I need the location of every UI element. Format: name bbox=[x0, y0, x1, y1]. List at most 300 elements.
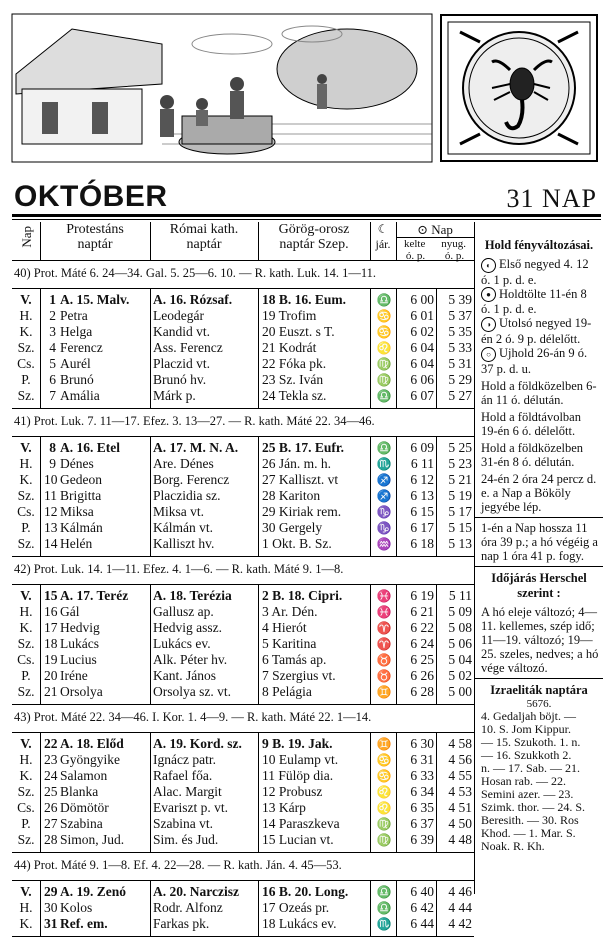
divider bbox=[12, 219, 601, 220]
divider bbox=[475, 566, 603, 567]
sunrise: 6 22 bbox=[410, 620, 434, 635]
greek-name: 14 Paraszkeva bbox=[262, 816, 340, 831]
protestant-name: Kálmán bbox=[60, 520, 103, 535]
day-number: 26 bbox=[44, 800, 58, 815]
roman-name: Ass. Ferencz bbox=[153, 340, 223, 355]
zodiac-sign: ♑ bbox=[376, 505, 392, 519]
day-number: 22 bbox=[44, 736, 58, 751]
day-number: 10 bbox=[44, 472, 58, 487]
sunrise: 6 35 bbox=[410, 800, 434, 815]
sunset: 4 55 bbox=[448, 768, 472, 783]
greek-name: 6 Tamás ap. bbox=[262, 652, 327, 667]
zodiac-sign: ♐ bbox=[376, 489, 392, 503]
day-number: 12 bbox=[44, 504, 58, 519]
greek-name: 19 Trofim bbox=[262, 308, 317, 323]
gospel-reference: 40) Prot. Máté 6. 24—34. Gal. 5. 25—6. 10. — R. kath. Luk. 14. 1—11. bbox=[14, 266, 377, 280]
zodiac-sign: ♋ bbox=[376, 753, 392, 767]
protestant-name: Miksa bbox=[60, 504, 94, 519]
greek-name: 27 Kalliszt. vt bbox=[262, 472, 339, 487]
greek-name: 21 Kodrát bbox=[262, 340, 317, 355]
weekday: Cs. bbox=[17, 652, 35, 667]
weekday: Sz. bbox=[17, 832, 35, 847]
table-row bbox=[12, 388, 474, 404]
zodiac-sign: ♓ bbox=[376, 589, 392, 603]
roman-name: Sim. és Jud. bbox=[153, 832, 219, 847]
divider bbox=[12, 556, 474, 557]
zodiac-sign: ♍ bbox=[376, 817, 392, 831]
divider bbox=[12, 852, 474, 853]
table-row bbox=[12, 884, 474, 900]
roman-name: Farkas pk. bbox=[153, 916, 210, 931]
sunset: 4 48 bbox=[448, 832, 472, 847]
weekday: V. bbox=[20, 440, 32, 455]
zodiac-sign: ♍ bbox=[376, 357, 392, 371]
protestant-name: Hedvig bbox=[60, 620, 100, 635]
zodiac-sign: ♌ bbox=[376, 801, 392, 815]
column-rule bbox=[150, 880, 151, 936]
jewish-year: 5676. bbox=[526, 697, 552, 710]
protestant-name: Dömötör bbox=[60, 800, 109, 815]
sunset: 5 23 bbox=[448, 456, 472, 471]
column-rule bbox=[396, 880, 397, 936]
new-moon-icon: ○ bbox=[481, 347, 496, 362]
sunrise: 6 33 bbox=[410, 768, 434, 783]
table-row bbox=[12, 456, 474, 472]
protestant-name: Helén bbox=[60, 536, 93, 551]
table-row bbox=[12, 684, 474, 700]
sunrise: 6 07 bbox=[410, 388, 434, 403]
greek-name: 28 Kariton bbox=[262, 488, 321, 503]
zodiac-sign: ♏ bbox=[376, 457, 392, 471]
weekday: Sz. bbox=[17, 388, 35, 403]
zodiac-sign: ♋ bbox=[376, 769, 392, 783]
table-row bbox=[12, 620, 474, 636]
greek-name: 25 B. 17. Eufr. bbox=[262, 440, 345, 455]
zodiac-sign: ♍ bbox=[376, 833, 392, 847]
column-rule bbox=[258, 880, 259, 936]
column-rule bbox=[258, 436, 259, 556]
calendar-table bbox=[12, 222, 474, 931]
table-row bbox=[12, 816, 474, 832]
greek-name: 18 Lukács ev. bbox=[262, 916, 337, 931]
divider bbox=[12, 288, 474, 289]
protestant-name: Szabina bbox=[60, 816, 103, 831]
jewish-calendar-line: Noak. R. Kh. bbox=[481, 838, 545, 853]
day-number: 2 bbox=[49, 308, 56, 323]
weekday: K. bbox=[19, 472, 33, 487]
column-rule bbox=[436, 880, 437, 936]
column-rule bbox=[258, 288, 259, 408]
moon-phases-title: Hold fényváltozásai. bbox=[484, 238, 594, 252]
protestant-name: Orsolya bbox=[60, 684, 103, 699]
table-row bbox=[12, 784, 474, 800]
roman-name: A. 18. Terézia bbox=[153, 588, 232, 603]
zodiac-sign: ♈ bbox=[376, 637, 392, 651]
sunrise: 6 04 bbox=[410, 356, 434, 371]
protestant-name: Lukács bbox=[60, 636, 99, 651]
protestant-name: A. 16. Etel bbox=[60, 440, 120, 455]
weekday: P. bbox=[21, 668, 31, 683]
day-number: 4 bbox=[49, 340, 56, 355]
jewish-calendar-line: n. — 17. Sab. — 21. bbox=[481, 760, 580, 775]
sunset: 4 44 bbox=[448, 900, 472, 915]
weekday: K. bbox=[19, 324, 33, 339]
roman-name: A. 16. Rózsaf. bbox=[153, 292, 233, 307]
column-rule bbox=[370, 584, 371, 704]
sunset: 5 31 bbox=[448, 356, 472, 371]
roman-name: Hedvig assz. bbox=[153, 620, 222, 635]
greek-name: 7 Szergius vt. bbox=[262, 668, 336, 683]
sunrise: 6 15 bbox=[410, 504, 434, 519]
gospel-reference: 42) Prot. Luk. 14. 1—11. Efez. 4. 1—6. — R. kath. Máté 9. 1—8. bbox=[14, 562, 344, 576]
table-row bbox=[12, 536, 474, 552]
table-row bbox=[12, 736, 474, 752]
sunrise: 6 18 bbox=[410, 536, 434, 551]
roman-name: A. 20. Narczisz bbox=[153, 884, 239, 899]
column-rule bbox=[258, 732, 259, 852]
sunrise: 6 11 bbox=[410, 456, 434, 471]
weekday: Sz. bbox=[17, 340, 35, 355]
gospel-reference: 41) Prot. Luk. 7. 11—17. Efez. 3. 13—27. — R. kath. Máté 22. 34—46. bbox=[14, 414, 375, 428]
header-greek: Görög-orosz naptár Szep. bbox=[258, 222, 371, 260]
divider bbox=[12, 214, 601, 217]
sunrise: 6 00 bbox=[410, 292, 434, 307]
sunset: 4 53 bbox=[448, 784, 472, 799]
day-number: 24 bbox=[44, 768, 58, 783]
gospel-reference: 43) Prot. Máté 22. 34—46. I. Kor. 1. 4—9. — R. kath. Máté 22. 1—14. bbox=[14, 710, 372, 724]
zodiac-sign: ♌ bbox=[376, 785, 392, 799]
zodiac-sign: ♋ bbox=[376, 309, 392, 323]
day-number: 3 bbox=[49, 324, 56, 339]
days-count: 31 NAP bbox=[506, 184, 597, 213]
weekday: H. bbox=[19, 308, 33, 323]
jewish-calendar-title: Izraeliták naptára bbox=[490, 682, 588, 697]
day-number: 6 bbox=[49, 372, 56, 387]
weekday: P. bbox=[21, 372, 31, 387]
weekday: K. bbox=[19, 620, 33, 635]
day-number: 19 bbox=[44, 652, 58, 667]
jewish-calendar-line: Hosan rab. — 22. bbox=[481, 773, 566, 788]
weekday: P. bbox=[21, 816, 31, 831]
divider bbox=[12, 408, 474, 409]
day-number: 21 bbox=[44, 684, 58, 699]
greek-name: 5 Karitina bbox=[262, 636, 317, 651]
table-row bbox=[12, 636, 474, 652]
weekday: Sz. bbox=[17, 784, 35, 799]
jewish-calendar-line: — 16. Szukkoth 2. bbox=[481, 747, 572, 762]
roman-name: Placzid vt. bbox=[153, 356, 210, 371]
day-number: 27 bbox=[44, 816, 58, 831]
roman-name: Rafael főa. bbox=[153, 768, 213, 783]
greek-name: 2 B. 18. Cipri. bbox=[262, 588, 343, 603]
roman-name: Kandid vt. bbox=[153, 324, 210, 339]
sunrise: 6 28 bbox=[410, 684, 434, 699]
weekday: V. bbox=[20, 884, 32, 899]
zodiac-sign: ♐ bbox=[376, 473, 392, 487]
zodiac-sign: ♓ bbox=[376, 605, 392, 619]
divider bbox=[475, 517, 603, 518]
greek-name: 26 Ján. m. h. bbox=[262, 456, 331, 471]
roman-name: Kalliszt hv. bbox=[153, 536, 215, 551]
weather-title: Időjárás Herschel szerint : bbox=[491, 570, 587, 600]
sunset: 5 39 bbox=[448, 292, 472, 307]
protestant-name: Gedeon bbox=[60, 472, 102, 487]
day-number: 1 bbox=[49, 292, 56, 307]
greek-name: 17 Ozeás pr. bbox=[262, 900, 330, 915]
table-row bbox=[12, 652, 474, 668]
divider bbox=[475, 678, 603, 679]
roman-name: Gallusz ap. bbox=[153, 604, 214, 619]
zodiac-sign: ♎ bbox=[376, 885, 392, 899]
table-row bbox=[12, 520, 474, 536]
roman-name: Szabina vt. bbox=[153, 816, 213, 831]
sunrise: 6 09 bbox=[410, 440, 434, 455]
jewish-calendar-line: 10. S. Jom Kippur. bbox=[481, 721, 572, 736]
sunset: 4 42 bbox=[448, 916, 472, 931]
greek-name: 4 Hierót bbox=[262, 620, 307, 635]
sunset: 5 02 bbox=[448, 668, 472, 683]
protestant-name: Kolos bbox=[60, 900, 93, 915]
roman-name: Evariszt p. vt. bbox=[153, 800, 228, 815]
sunrise: 6 26 bbox=[410, 668, 434, 683]
column-rule bbox=[258, 222, 259, 260]
protestant-name: Dénes bbox=[60, 456, 94, 471]
roman-name: Ignácz patr. bbox=[153, 752, 216, 767]
table-row bbox=[12, 800, 474, 816]
protestant-name: Brigitta bbox=[60, 488, 102, 503]
sunrise: 6 19 bbox=[410, 588, 434, 603]
column-rule bbox=[370, 732, 371, 852]
day-length-note: 1-én a Nap hossza 11 óra 39 p.; a hó végéig a nap 1 óra 41 p. fogy. bbox=[481, 520, 598, 563]
sunrise: 6 44 bbox=[410, 916, 434, 931]
protestant-name: A. 17. Teréz bbox=[60, 588, 129, 603]
table-row bbox=[12, 668, 474, 684]
roman-name: Márk p. bbox=[153, 388, 196, 403]
sunrise: 6 17 bbox=[410, 520, 434, 535]
column-rule bbox=[150, 222, 151, 260]
column-rule bbox=[370, 288, 371, 408]
zodiac-sign: ♎ bbox=[376, 441, 392, 455]
column-rule bbox=[40, 732, 41, 852]
roman-name: A. 17. M. N. A. bbox=[153, 440, 239, 455]
zodiac-sign: ♎ bbox=[376, 901, 392, 915]
sunset: 4 50 bbox=[448, 816, 472, 831]
sunrise: 6 34 bbox=[410, 784, 434, 799]
day-number: 17 bbox=[44, 620, 58, 635]
greek-name: 16 B. 20. Long. bbox=[262, 884, 349, 899]
roman-name: Alk. Péter hv. bbox=[153, 652, 228, 667]
moon-new: ○ Ujhold 26-án 9 ó. 37 p. d. u. bbox=[481, 345, 588, 376]
day-number: 16 bbox=[44, 604, 58, 619]
protestant-name: Iréne bbox=[60, 668, 88, 683]
weekday: Sz. bbox=[17, 536, 35, 551]
protestant-name: Brunó bbox=[60, 372, 94, 387]
sunset: 5 09 bbox=[448, 604, 472, 619]
table-row bbox=[12, 292, 474, 308]
table-row bbox=[12, 340, 474, 356]
table-row bbox=[12, 472, 474, 488]
roman-name: A. 19. Kord. sz. bbox=[153, 736, 242, 751]
moon-first-quarter: ◐ Első negyed 4. 12 ó. 1 p. d. e. bbox=[481, 257, 589, 287]
day-number: 13 bbox=[44, 520, 58, 535]
weekday: Sz. bbox=[17, 684, 35, 699]
divider bbox=[12, 880, 474, 881]
header-protestant: Protestáns naptár bbox=[40, 222, 151, 260]
protestant-name: Ref. em. bbox=[60, 916, 108, 931]
greek-name: 18 B. 16. Eum. bbox=[262, 292, 347, 307]
protestant-name: Lucius bbox=[60, 652, 97, 667]
table-row bbox=[12, 752, 474, 768]
protestant-name: Amália bbox=[60, 388, 100, 403]
sunrise: 6 40 bbox=[410, 884, 434, 899]
protestant-name: A. 19. Zenó bbox=[60, 884, 127, 899]
day-number: 7 bbox=[49, 388, 56, 403]
day-number: 8 bbox=[49, 440, 56, 455]
perigee-2: Hold a földközelben 31-én 8 ó. délután. bbox=[481, 440, 584, 469]
weekday: K. bbox=[19, 916, 33, 931]
column-rule bbox=[40, 436, 41, 556]
greek-name: 3 Ar. Dén. bbox=[262, 604, 318, 619]
sunrise: 6 42 bbox=[410, 900, 434, 915]
last-quarter-moon-icon: ◑ bbox=[481, 317, 496, 332]
roman-name: Borg. Ferencz bbox=[153, 472, 230, 487]
header-nap: Nap bbox=[12, 222, 41, 260]
protestant-name: Petra bbox=[60, 308, 88, 323]
column-rule bbox=[370, 436, 371, 556]
header-sun: ⊙ Nap kelte nyug. ó. p. ó. p. bbox=[396, 222, 474, 260]
sunset: 5 21 bbox=[448, 472, 472, 487]
greek-name: 20 Euszt. s T. bbox=[262, 324, 335, 339]
sunset: 5 04 bbox=[448, 652, 472, 667]
roman-name: Are. Dénes bbox=[153, 456, 214, 471]
column-rule bbox=[370, 880, 371, 936]
sunrise: 6 30 bbox=[410, 736, 434, 751]
day-number: 15 bbox=[44, 588, 58, 603]
roman-name: Orsolya sz. vt. bbox=[153, 684, 231, 699]
jewish-calendar-line: Semini azer. — 23. bbox=[481, 786, 574, 801]
roman-name: Lukács ev. bbox=[153, 636, 211, 651]
divider bbox=[12, 436, 474, 437]
day-number: 23 bbox=[44, 752, 58, 767]
sunset: 5 29 bbox=[448, 372, 472, 387]
greek-name: 23 Sz. Iván bbox=[262, 372, 324, 387]
weekday: V. bbox=[20, 736, 32, 751]
weekday: V. bbox=[20, 292, 32, 307]
table-row bbox=[12, 768, 474, 784]
table-row bbox=[12, 504, 474, 520]
column-rule bbox=[150, 732, 151, 852]
weekday: H. bbox=[19, 900, 33, 915]
protestant-name: Helga bbox=[60, 324, 93, 339]
sunset: 5 35 bbox=[448, 324, 472, 339]
column-rule bbox=[40, 880, 41, 936]
sunset: 4 56 bbox=[448, 752, 472, 767]
roman-name: Rodr. Alfonz bbox=[153, 900, 223, 915]
sunset: 5 06 bbox=[448, 636, 472, 651]
sunrise: 6 31 bbox=[410, 752, 434, 767]
day-number: 14 bbox=[44, 536, 58, 551]
roman-name: Kant. János bbox=[153, 668, 216, 683]
sunset: 5 25 bbox=[448, 440, 472, 455]
table-row bbox=[12, 308, 474, 324]
table-row bbox=[12, 488, 474, 504]
sunset: 5 19 bbox=[448, 488, 472, 503]
moon-symbol-icon: ☾ bbox=[377, 222, 389, 236]
column-rule bbox=[396, 288, 397, 408]
greek-name: 15 Lucian vt. bbox=[262, 832, 334, 847]
zodiac-sign: ♊ bbox=[376, 737, 392, 751]
day-number: 5 bbox=[49, 356, 56, 371]
greek-name: 12 Probusz bbox=[262, 784, 323, 799]
protestant-name: A. 15. Malv. bbox=[60, 292, 130, 307]
greek-name: 13 Kárp bbox=[262, 800, 306, 815]
moon-last-quarter: ◑ Utolsó negyed 19-én 2 ó. 9 p. délelőtt. bbox=[481, 316, 592, 346]
day-number: 28 bbox=[44, 832, 58, 847]
table-row bbox=[12, 832, 474, 848]
divider bbox=[12, 732, 474, 733]
column-rule bbox=[150, 436, 151, 556]
sunset: 5 13 bbox=[448, 536, 472, 551]
day-number: 11 bbox=[44, 488, 57, 503]
sunset: 4 58 bbox=[448, 736, 472, 751]
zodiac-sign: ♌ bbox=[376, 341, 392, 355]
column-rule bbox=[150, 288, 151, 408]
weekday: H. bbox=[19, 752, 33, 767]
zodiac-sign: ♎ bbox=[376, 293, 392, 307]
moon-full: ● Holdtölte 11-én 8 ó. 1 p. d. e. bbox=[481, 286, 587, 317]
first-quarter-moon-icon: ◐ bbox=[481, 258, 496, 273]
protestant-name: A. 18. Előd bbox=[60, 736, 124, 751]
roman-name: Kálmán vt. bbox=[153, 520, 213, 535]
zodiac-sign: ♒ bbox=[376, 537, 392, 551]
sunrise: 6 25 bbox=[410, 652, 434, 667]
zodiac-sign: ♎ bbox=[376, 389, 392, 403]
divider bbox=[12, 260, 474, 261]
apogee: Hold a földtávolban 19-én 6 ó. délelőtt. bbox=[481, 409, 581, 438]
sunset: 5 08 bbox=[448, 620, 472, 635]
perigee-1: Hold a földközelben 6-án 11 ó. délután. bbox=[481, 378, 597, 407]
greek-name: 30 Gergely bbox=[262, 520, 323, 535]
roman-name: Placzidia sz. bbox=[153, 488, 221, 503]
greek-name: 8 Pelágia bbox=[262, 684, 312, 699]
zodiac-sign: ♊ bbox=[376, 685, 392, 699]
sunrise: 6 12 bbox=[410, 472, 434, 487]
day-number: 20 bbox=[44, 668, 58, 683]
sunrise: 6 13 bbox=[410, 488, 434, 503]
protestant-name: Aurél bbox=[60, 356, 91, 371]
day-number: 9 bbox=[49, 456, 56, 471]
gospel-reference: 44) Prot. Máté 9. 1—8. Ef. 4. 22—28. — R. kath. Ján. 4. 45—53. bbox=[14, 858, 342, 872]
scorpio-zodiac-icon bbox=[440, 14, 598, 162]
table-row bbox=[12, 900, 474, 916]
sunset: 5 17 bbox=[448, 504, 472, 519]
table-row bbox=[12, 916, 474, 932]
sunrise: 6 04 bbox=[410, 340, 434, 355]
greek-name: 1 Okt. B. Sz. bbox=[262, 536, 332, 551]
header-moon: ☾ jár. bbox=[370, 222, 397, 260]
column-rule bbox=[396, 732, 397, 852]
greek-name: 9 B. 19. Jak. bbox=[262, 736, 333, 751]
roman-name: Leodegár bbox=[153, 308, 204, 323]
weekday: K. bbox=[19, 768, 33, 783]
day-number: 25 bbox=[44, 784, 58, 799]
table-row bbox=[12, 604, 474, 620]
sunrise: 6 24 bbox=[410, 636, 434, 651]
roman-name: Brunó hv. bbox=[153, 372, 207, 387]
sunrise: 6 06 bbox=[410, 372, 434, 387]
column-rule bbox=[396, 222, 397, 260]
weather-text: A hó eleje változó; 4—11. kellemes, szép idő; 11—19. változó; 19—25. szeles, nedves; a hó vége változó. bbox=[481, 604, 599, 675]
